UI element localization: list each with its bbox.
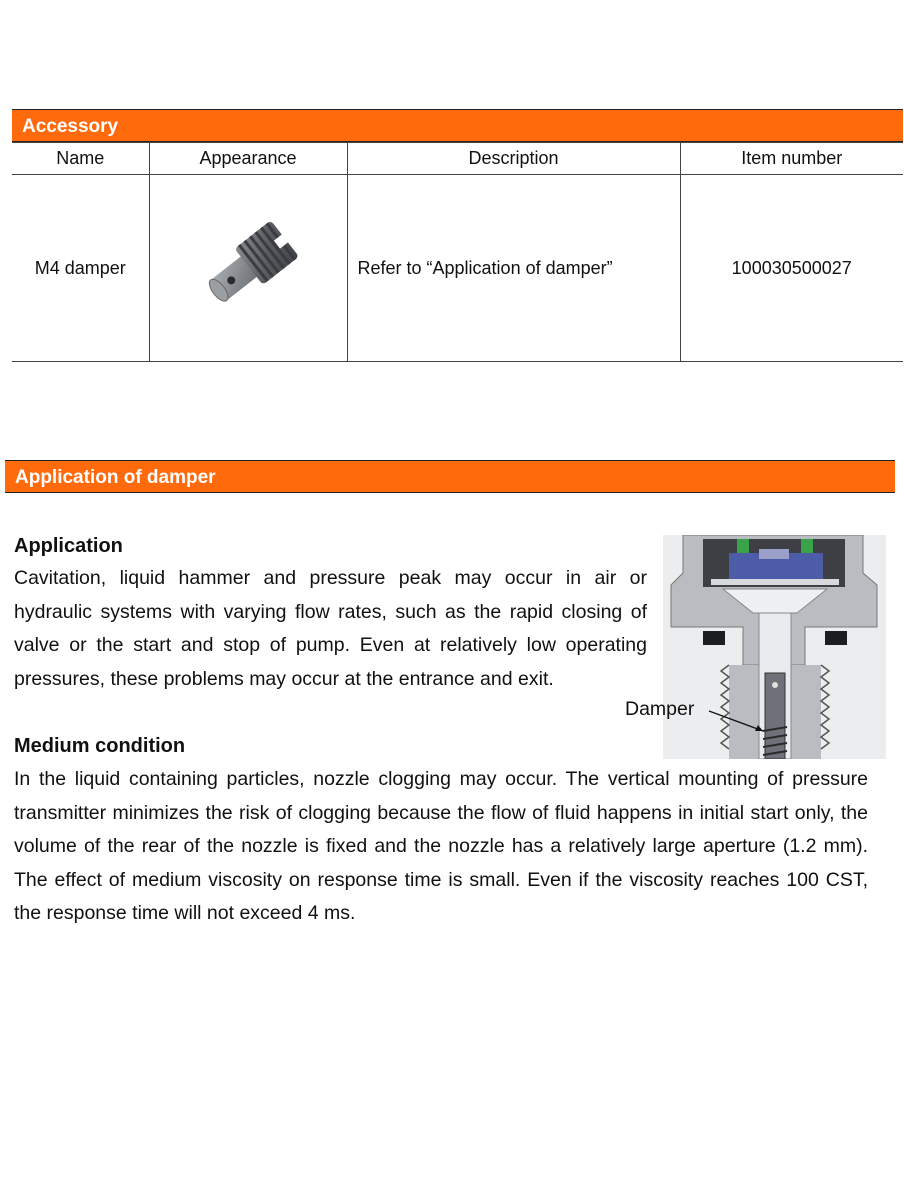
- damper-label: Damper: [625, 698, 695, 720]
- accessory-table: [12, 142, 903, 362]
- cell-appearance: [149, 175, 347, 362]
- column-header-name: Name: [12, 143, 149, 175]
- table-row: [12, 175, 903, 362]
- application-heading: Application: [14, 535, 123, 557]
- accessory-section-header: [12, 109, 903, 142]
- application-section-title: Application of damper: [15, 467, 216, 488]
- medium-condition-text: In the liquid containing particles, nozzle clogging may occur. The vertical mounting of pressure transmitter minimizes the risk of clogging because the flow of fluid happens in initial start only, the volume of the rear of the nozzle is fixed and the nozzle has a relatively large aperture (1.2 mm). The effect of medium viscosity on response time is small. Even if the viscosity reaches 100 CST, the response time will not exceed 4 ms.: [14, 768, 868, 924]
- pressure-transmitter-figure: [663, 535, 886, 759]
- damper-icon: [188, 206, 308, 326]
- cell-item-number: 100030500027: [680, 175, 903, 362]
- cell-description: Refer to “Application of damper”: [347, 175, 680, 362]
- cell-name: M4 damper: [12, 175, 149, 362]
- column-header-item-number: Item number: [680, 143, 903, 175]
- column-header-appearance: Appearance: [149, 143, 347, 175]
- column-header-description: Description: [347, 143, 680, 175]
- medium-condition-heading: Medium condition: [14, 735, 186, 757]
- table-header-row: [12, 143, 903, 175]
- application-section-header: [5, 460, 895, 493]
- accessory-title: Accessory: [22, 116, 119, 137]
- application-text: Cavitation, liquid hammer and pressure peak may occur in air or hydraulic systems with varying flow rates, such as the rapid closing of valve or the start and stop of pump. Even at relatively low operating pressures, these problems may occur at the entrance and exit.: [14, 567, 647, 690]
- pressure-transmitter-cross-section-icon: [663, 535, 886, 759]
